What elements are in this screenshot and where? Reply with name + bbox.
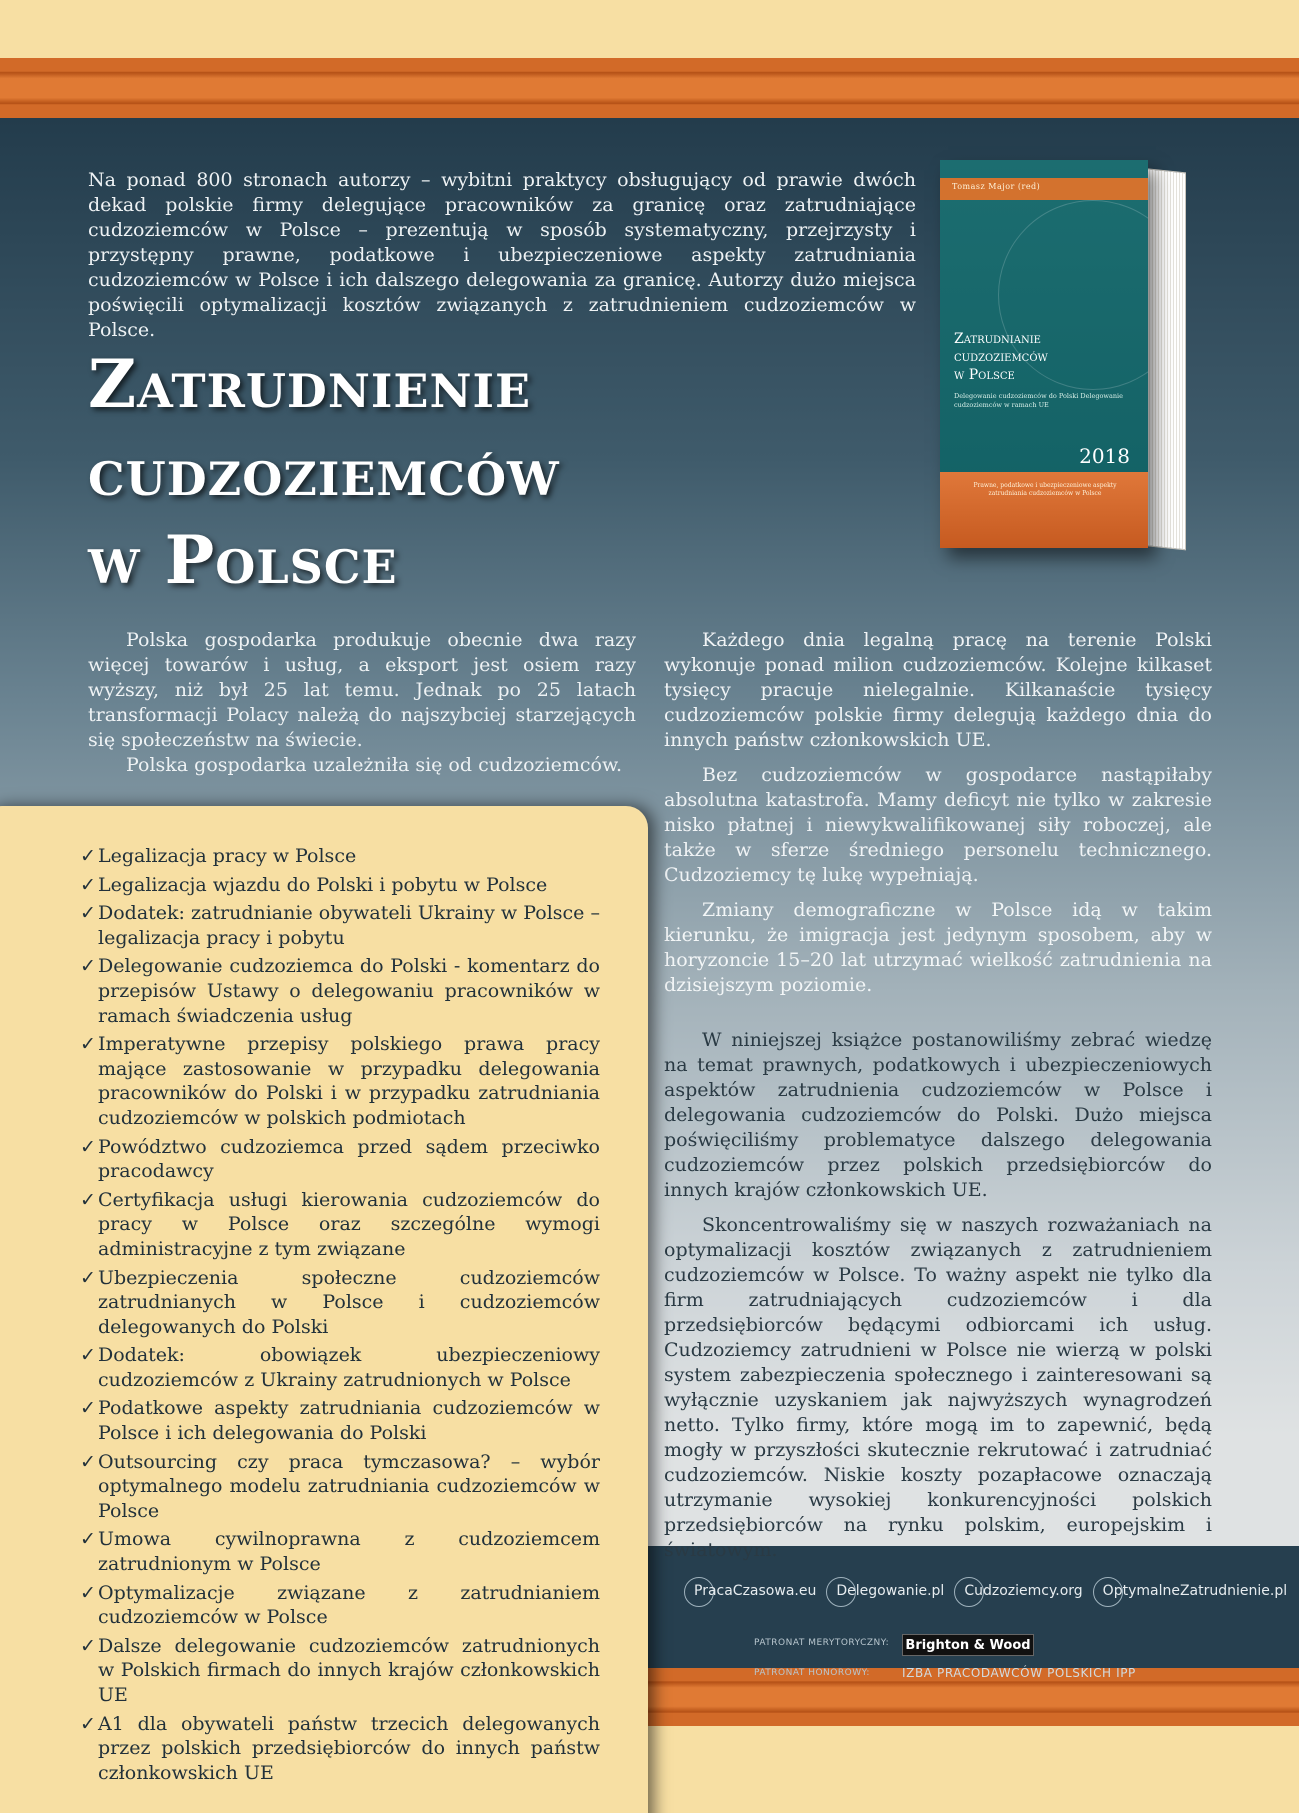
check-icon: ✓ xyxy=(80,1135,96,1158)
list-item xyxy=(80,954,600,1028)
list-item-text: Powództwo cudzoziemca przed sądem przeciwko pracodawcy xyxy=(98,1135,600,1183)
patronat-honorowy-label: PATRONAT HONOROWY: xyxy=(754,1668,870,1678)
book-cover-image xyxy=(940,160,1180,560)
top-margin xyxy=(0,0,1299,58)
check-icon: ✓ xyxy=(80,1450,96,1473)
list-item-text: Legalizacja pracy w Polsce xyxy=(98,845,357,867)
book-title-line-1: Zatrudnianie xyxy=(954,331,1041,347)
list-item xyxy=(80,1135,600,1184)
logo-cudzoziemcy[interactable] xyxy=(954,1583,1082,1599)
check-icon: ✓ xyxy=(80,1581,96,1604)
list-item xyxy=(80,1634,600,1708)
title-line-1: Zatrudnienie xyxy=(88,345,532,423)
list-item xyxy=(80,1396,600,1445)
title-line-3: w Polsce xyxy=(88,521,398,599)
logo-delegowanie[interactable] xyxy=(826,1583,944,1599)
book-subtitle: Delegowanie cudzoziemców do Polski Delegowanie cudzoziemców w ramach UE xyxy=(954,392,1123,409)
intro-paragraph: Na ponad 800 stronach autorzy – wybitni praktycy obsługujący od prawie dwóch dekad polskie firmy delegujące pracowników za granicę oraz zatrudniające cudzoziemców w Polsce – prezentują w sposób systematyczny, przejrzysty i przystępny prawne, podatkowe i ubezpieczeniowe aspekty zatrudniania cudzoziemców w Polsce i ich dalszego delegowania za granicę. Autorzy dużo miejsca poświęcili optymalizacji kosztów związanych z zatrudnieniem cudzoziemców w Polsce. xyxy=(88,169,916,341)
list-item-text: Imperatywne przepisy polskiego prawa pracy mające zastosowanie w przypadku delegowania pracowników do Polski i w przypadku zatrudniania cudzoziemców w polskich podmiotach xyxy=(98,1033,600,1129)
check-icon: ✓ xyxy=(80,1634,96,1657)
list-item xyxy=(80,844,600,869)
list-item xyxy=(80,1450,600,1524)
list-item-text: Dodatek: obowiązek ubezpieczeniowy cudzoziemców z Ukrainy zatrudnionych w Polsce xyxy=(98,1344,600,1391)
check-icon: ✓ xyxy=(80,845,96,867)
checklist xyxy=(80,844,600,1789)
list-item xyxy=(80,1266,600,1340)
list-item-text: Umowa cywilnoprawna z cudzoziemcem zatrudnionym w Polsce xyxy=(98,1528,600,1576)
right-column xyxy=(664,628,1212,998)
check-icon: ✓ xyxy=(80,1528,96,1551)
right-paragraph: Każdego dnia legalną pracę na terenie Polski wykonuje ponad milion cudzoziemców. Kolejne kilkaset tysięcy pracuje nielegalnie. Kilkanaście tysięcy cudzoziemców polskie firmy delegują każdego dnia do innych państw członkowskich UE. xyxy=(664,629,1212,751)
list-item-text: Optymalizacje związane z zatrudnianiem cudzoziemców w Polsce xyxy=(98,1581,600,1629)
list-item xyxy=(80,1343,600,1392)
list-item-text: Outsourcing czy praca tymczasowa? – wybór optymalnego modelu zatrudniania cudzoziemców w Polsce xyxy=(98,1450,600,1522)
logo-text: Cudzoziemcy.org xyxy=(964,1583,1083,1599)
right-paragraph: Zmiany demograficzne w Polsce idą w takim kierunku, że imigracja jest jedynym sposobem, aby w horyzoncie 15–20 lat utrzymać wielkość zatrudnienia na dzisiejszym poziomie. xyxy=(664,899,1212,996)
book-front-cover xyxy=(940,160,1148,548)
left-column xyxy=(88,628,636,778)
check-icon: ✓ xyxy=(80,1712,96,1735)
book-bottom-text: Prawne, podatkowe i ubezpieczeniowe aspekty zatrudniania cudzoziemców w Polsce xyxy=(973,482,1117,497)
patronat-merytoryczny-label: PATRONAT MERYTORYCZNY: xyxy=(754,1638,890,1648)
title-line-2: cudzoziemców xyxy=(88,433,560,511)
page-title xyxy=(88,340,808,604)
list-item xyxy=(80,1712,600,1786)
logo-text: OptymalneZatrudnienie.pl xyxy=(1102,1583,1288,1599)
footer-logos xyxy=(684,1574,1288,1608)
check-icon: ✓ xyxy=(80,873,96,896)
list-item-text: Podatkowe aspekty zatrudniania cudzoziemców w Polsce i ich delegowania do Polski xyxy=(98,1397,600,1445)
list-item xyxy=(80,1032,600,1130)
list-item xyxy=(80,901,600,950)
list-item-text: Delegowanie cudzoziemca do Polski - komentarz do przepisów Ustawy o delegowaniu pracowników w ramach świadczenia usług xyxy=(98,955,600,1027)
check-icon: ✓ xyxy=(80,1188,96,1211)
left-paragraph: Polska gospodarka uzależniła się od cudzoziemców. xyxy=(126,754,623,776)
brighton-wood-logo: Brighton & Wood xyxy=(902,1634,1034,1656)
right-column-lower xyxy=(664,1028,1212,1563)
right-paragraph: Bez cudzoziemców w gospodarce nastąpiłaby absolutna katastrofa. Mamy deficyt nie tylko w zakresie nisko płatnej i niewykwalifikowanej siły roboczej, ale także w sferze średniego personelu technicznego. Cudzoziemcy tę lukę wypełniają. xyxy=(664,764,1212,886)
check-icon: ✓ xyxy=(80,1344,96,1367)
logo-text: Delegowanie.pl xyxy=(836,1583,945,1599)
right-lower-paragraph: Skoncentrowaliśmy się w naszych rozważaniach na optymalizacji kosztów związanych z zatrudnieniem cudzoziemców w Polsce. To ważny aspekt nie tylko dla firm zatrudniających cudzoziemców i dla przedsiębiorców będącymi odbiorcami ich usług. Cudzoziemcy zatrudnieni w Polsce nie wierzą w polski system zabezpieczenia społecznego i zainteresowani są wyłącznie uzyskaniem jak najwyższych wynagrodzeń netto. Tylko firmy, które mogą im to zapewnić, będą mogły w przyszłości skutecznie rekrutować i zatrudniać cudzoziemców. Niskie koszty pozapłacowe oznaczają utrzymanie wysokiej konkurencyjności polskich przedsiębiorców na rynku polskim, europejskim i światowym. xyxy=(664,1214,1212,1561)
logo-optymalnezatrudnienie[interactable] xyxy=(1093,1583,1287,1599)
list-item xyxy=(80,1188,600,1262)
check-icon: ✓ xyxy=(80,902,96,925)
list-item-text: A1 dla obywateli państw trzecich delegowanych przez polskich przedsiębiorców do innych państw członkowskich UE xyxy=(98,1712,600,1784)
logo-pracaczasowa[interactable] xyxy=(684,1583,816,1599)
logo-text: PracaCzasowa.eu xyxy=(694,1583,817,1599)
book-year: 2018 xyxy=(1079,444,1130,468)
list-item-text: Dodatek: zatrudnianie obywateli Ukrainy w Polsce – legalizacja pracy i pobytu xyxy=(98,902,600,949)
list-item xyxy=(80,1581,600,1630)
izba-logo-text: IZBA PRACODAWCÓW POLSKICH IPP xyxy=(902,1666,1136,1680)
list-item-text: Legalizacja wjazdu do Polski i pobytu w Polsce xyxy=(98,873,548,896)
left-paragraph: Polska gospodarka produkuje obecnie dwa razy więcej towarów i usług, a eksport jest osiem razy wyższy, niż był 25 lat temu. Jednak po 25 latach transformacji Polacy należą do najszybciej starzejących się społeczeństw na świecie. xyxy=(88,629,636,751)
top-orange-band xyxy=(0,58,1299,118)
book-author: Tomasz Major (red) xyxy=(952,182,1041,191)
book-title xyxy=(954,330,1134,384)
check-icon: ✓ xyxy=(80,1033,96,1056)
list-item-text: Dalsze delegowanie cudzoziemców zatrudnionych w Polskich firmach do innych krajów członkowskich UE xyxy=(98,1634,600,1706)
check-icon: ✓ xyxy=(80,1266,96,1289)
check-icon: ✓ xyxy=(80,955,96,978)
book-title-line-3: w Polsce xyxy=(954,367,1015,383)
right-lower-paragraph: W niniejszej książce postanowiliśmy zebrać wiedzę na temat prawnych, podatkowych i ubezpieczeniowych aspektów zatrudnienia cudzoziemców w Polsce i delegowania cudzoziemców do Polski. Dużo miejsca poświęciliśmy problematyce dalszego delegowania cudzoziemców przez polskich przedsiębiorców do innych krajów członkowskich UE. xyxy=(664,1029,1212,1201)
book-title-line-2: cudzoziemców xyxy=(954,349,1048,365)
list-item xyxy=(80,1527,600,1576)
list-item-text: Ubezpieczenia społeczne cudzoziemców zatrudnianych w Polsce i cudzoziemców delegowanych do Polski xyxy=(98,1266,600,1338)
check-icon: ✓ xyxy=(80,1397,96,1420)
list-item-text: Certyfikacja usługi kierowania cudzoziemców do pracy w Polsce oraz szczególne wymogi administracyjne z tym związane xyxy=(98,1188,600,1260)
list-item xyxy=(80,873,600,898)
